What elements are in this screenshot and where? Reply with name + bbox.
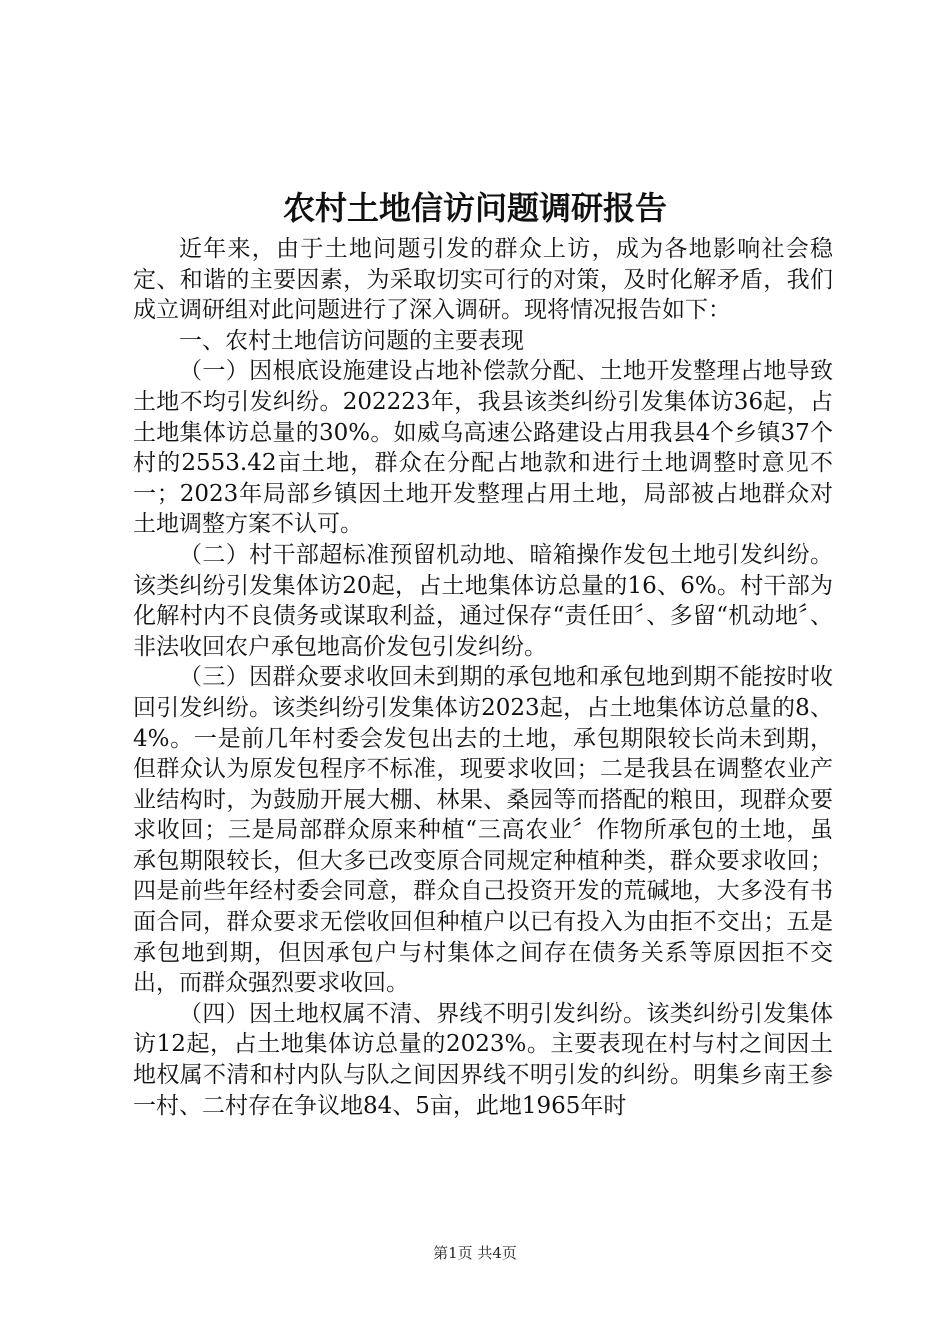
document-body: [133, 234, 833, 1121]
paragraph-item-2: （二）村干部超标准预留机动地、暗箱操作发包土地引发纠纷。该类纠纷引发集体访20起，占土地集体访总量的16、6%。村干部为化解村内不良债务或谋取利益，通过保存“责任田〞、多留“机动地〞、非法收回农户承包地高价发包引发纠纷。: [133, 541, 833, 660]
paragraph-item-3: （三）因群众要求收回未到期的承包地和承包地到期不能按时收回引发纠纷。该类纠纷引发集体访2023起，占土地集体访总量的8、4%。一是前几年村委会发包出去的土地，承包期限较长尚未到期，但群众认为原发包程序不标准，现要求收回；二是我县在调整农业产业结构时，为鼓励开展大棚、林果、桑园等而搭配的粮田，现群众要求收回；三是局部群众原来种植“三高农业〞作物所承包的土地，虽承包期限较长，但大多已改变原合同规定种植种类，群众要求收回；四是前些年经村委会同意，群众自己投资开发的荒碱地，大多没有书面合同，群众要求无偿收回但种植户以已有投入为由拒不交出；五是承包地到期，但因承包户与村集体之间存在债务关系等原因拒不交出，而群众强烈要求收回。: [133, 664, 833, 997]
document-title: 农村土地信访问题调研报告: [282, 189, 667, 227]
section-heading: 一、农村土地信访问题的主要表现: [179, 327, 524, 354]
paragraph-item-1: （一）因根底设施建设占地补偿款分配、土地开发整理占地导致土地不均引发纠纷。202223年，我县该类纠纷引发集体访36起，占土地集体访总量的30%。如威乌高速公路建设占用我县4个乡镇37个村的2553.42亩土地，群众在分配占地款和进行土地调整时意见不一；2023年局部乡镇因土地开发整理占用土地，局部被占地群众对土地调整方案不认可。: [133, 358, 833, 538]
page-number-footer: 第1页 共4页: [433, 1244, 517, 1262]
intro-paragraph: 近年来，由于土地问题引发的群众上访，成为各地影响社会稳定、和谐的主要因素，为采取切实可行的对策，及时化解矛盾，我们成立调研组对此问题进行了深入调研。现将情况报告如下：: [133, 236, 833, 324]
paragraph-item-4: （四）因土地权属不清、界线不明引发纠纷。该类纠纷引发集体访12起，占土地集体访总量的2023%。主要表现在村与村之间因土地权属不清和村内队与队之间因界线不明引发的纠纷。明集乡南王参一村、二村存在争议地84、5亩，此地1965年时: [133, 1000, 833, 1119]
